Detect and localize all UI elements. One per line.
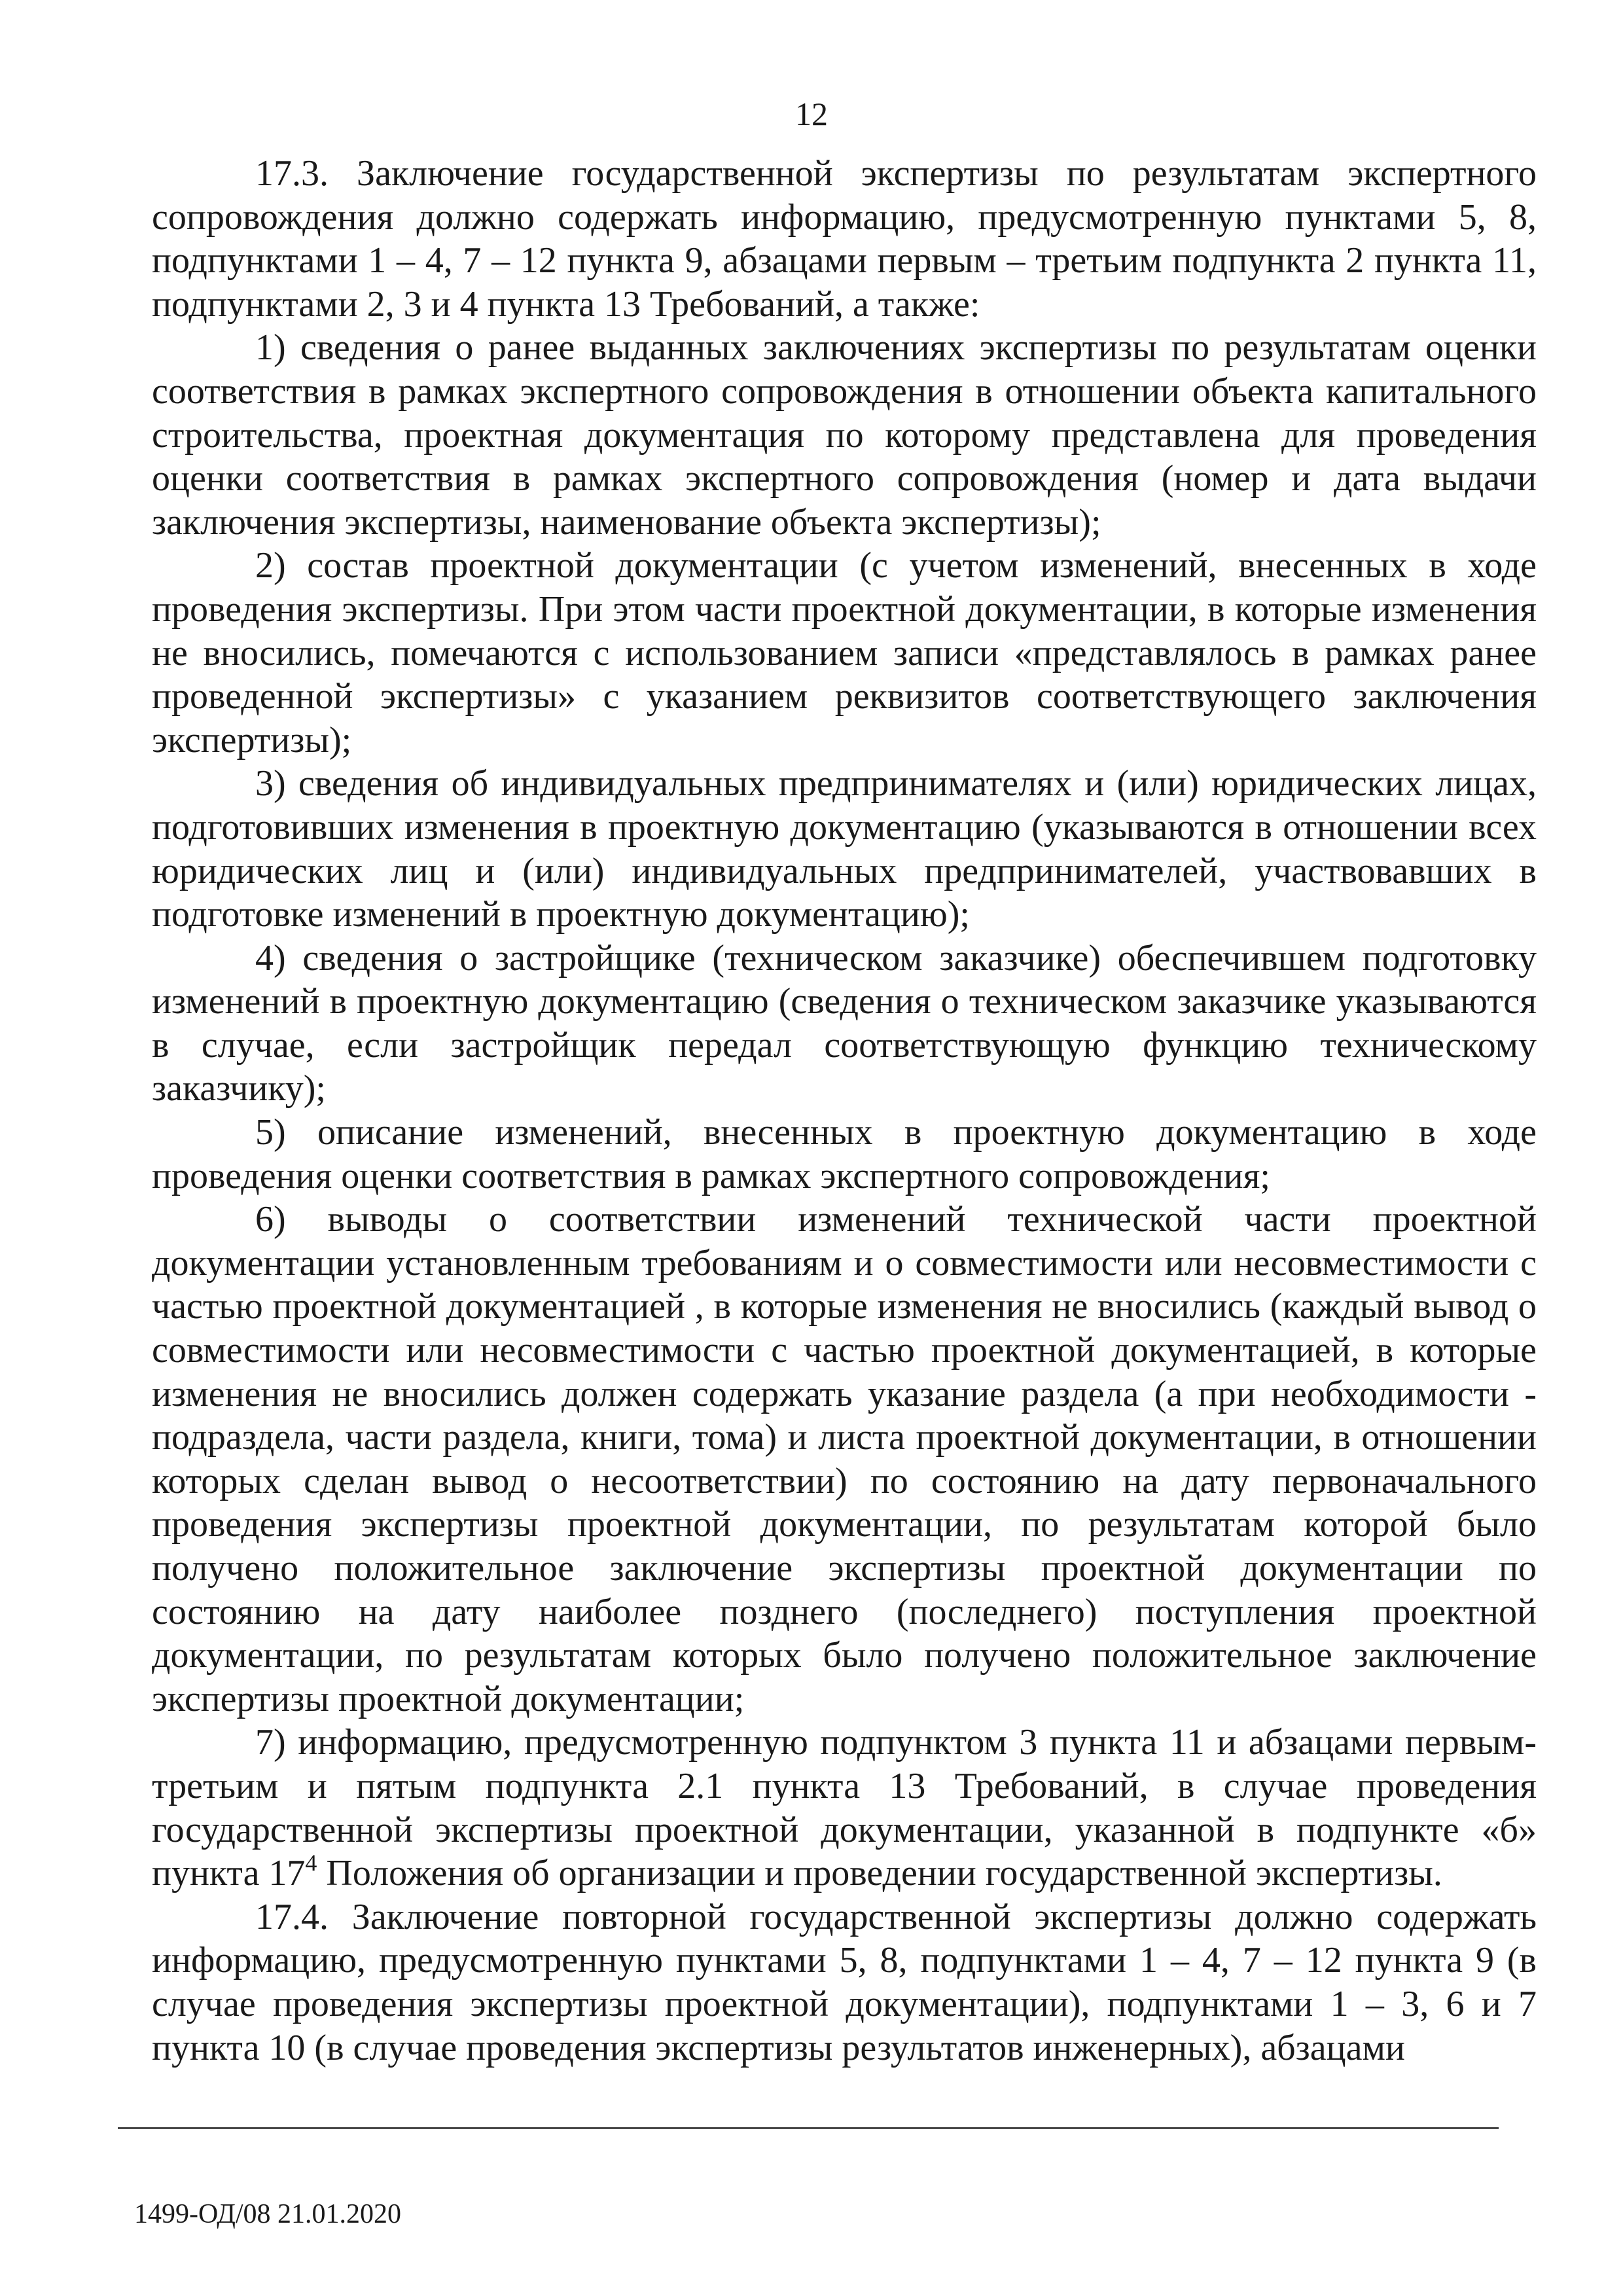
list-item-2: 2) состав проектной документации (с учетом изменений, внесенных в ходе проведения экспертизы. При этом части проектной документации, в которые изменения не вносились, помечаются с использованием записи «представлялось в рамках ранее проведенной экспертизы» с указанием реквизитов соответствующего заключения экспертизы); [152, 545, 1537, 761]
superscript: 4 [305, 1850, 317, 1876]
list-item-4: 4) сведения о застройщике (техническом заказчике) обеспечившем подготовку изменений в проектную документацию (сведения о техническом заказчике указываются в случае, если застройщик передал соответствующую функцию техническому заказчику); [152, 937, 1537, 1109]
footer-document-code: 1499-ОД/08 21.01.2020 [134, 2199, 402, 2229]
paragraph-17-4: 17.4. Заключение повторной государственной экспертизы должно содержать информацию, предусмотренную пунктами 5, 8, подпунктами 1 – 4, 7 – 12 пункта 9 (в случае проведения экспертизы проектной документации), подпунктами 1 – 3, 6 и 7 пункта 10 (в случае проведения экспертизы результатов инженерных), абзацами [152, 1896, 1537, 2068]
list-item-1: 1) сведения о ранее выданных заключениях экспертизы по результатам оценки соответствия в рамках экспертного сопровождения в отношении объекта капитального строительства, проектная документация по которому представлена для проведения оценки соответствия в рамках экспертного сопровождения (номер и дата выдачи заключения экспертизы, наименование объекта экспертизы); [152, 327, 1537, 543]
list-item-5: 5) описание изменений, внесенных в проектную документацию в ходе проведения оценки соответствия в рамках экспертного сопровождения; [152, 1112, 1537, 1196]
list-item-3: 3) сведения об индивидуальных предпринимателях и (или) юридических лицах, подготовивших изменения в проектную документацию (указываются в отношении всех юридических лиц и (или) индивидуальных предпринимателей, участвовавших в подготовке изменений в проектную документацию); [152, 763, 1537, 935]
list-item-7-tail: Положения об организации и проведении государственной экспертизы. [317, 1853, 1442, 1894]
footer-divider [118, 2127, 1499, 2129]
list-item-6: 6) выводы о соответствии изменений технической части проектной документации установленным требованиям и о совместимости или несовместимости с частью проектной документацией , в которые изменения не вносились (каждый вывод о совместимости или несовместимости с частью проектной документацией, в которые изменения не вносились должен содержать указание раздела (а при необходимости - подраздела, части раздела, книги, тома) и листа проектной документации, в отношении которых сделан вывод о несоответствии) по состоянию на дату первоначального проведения экспертизы проектной документации, по результатам которой было получено положительное заключение экспертизы проектной документации по состоянию на дату наиболее позднего (последнего) поступления проектной документации, по результатам которых было получено положительное заключение экспертизы проектной документации; [152, 1199, 1537, 1719]
list-item-7 [152, 1721, 1537, 1895]
document-body [152, 152, 1537, 2070]
paragraph-17-3: 17.3. Заключение государственной экспертизы по результатам экспертного сопровождения должно содержать информацию, предусмотренную пунктами 5, 8, подпунктами 1 – 4, 7 – 12 пункта 9, абзацами первым – третьим подпункта 2 пункта 11, подпунктами 2, 3 и 4 пункта 13 Требований, а также: [152, 153, 1537, 325]
list-item-7-text: 7) информацию, предусмотренную подпунктом 3 пункта 11 и абзацами первым-третьим и пятым подпункта 2.1 пункта 13 Требований, в случае проведения государственной экспертизы проектной документации, указанной в подпункте «б» пункта 17 [152, 1722, 1537, 1894]
page-number: 12 [795, 96, 828, 132]
